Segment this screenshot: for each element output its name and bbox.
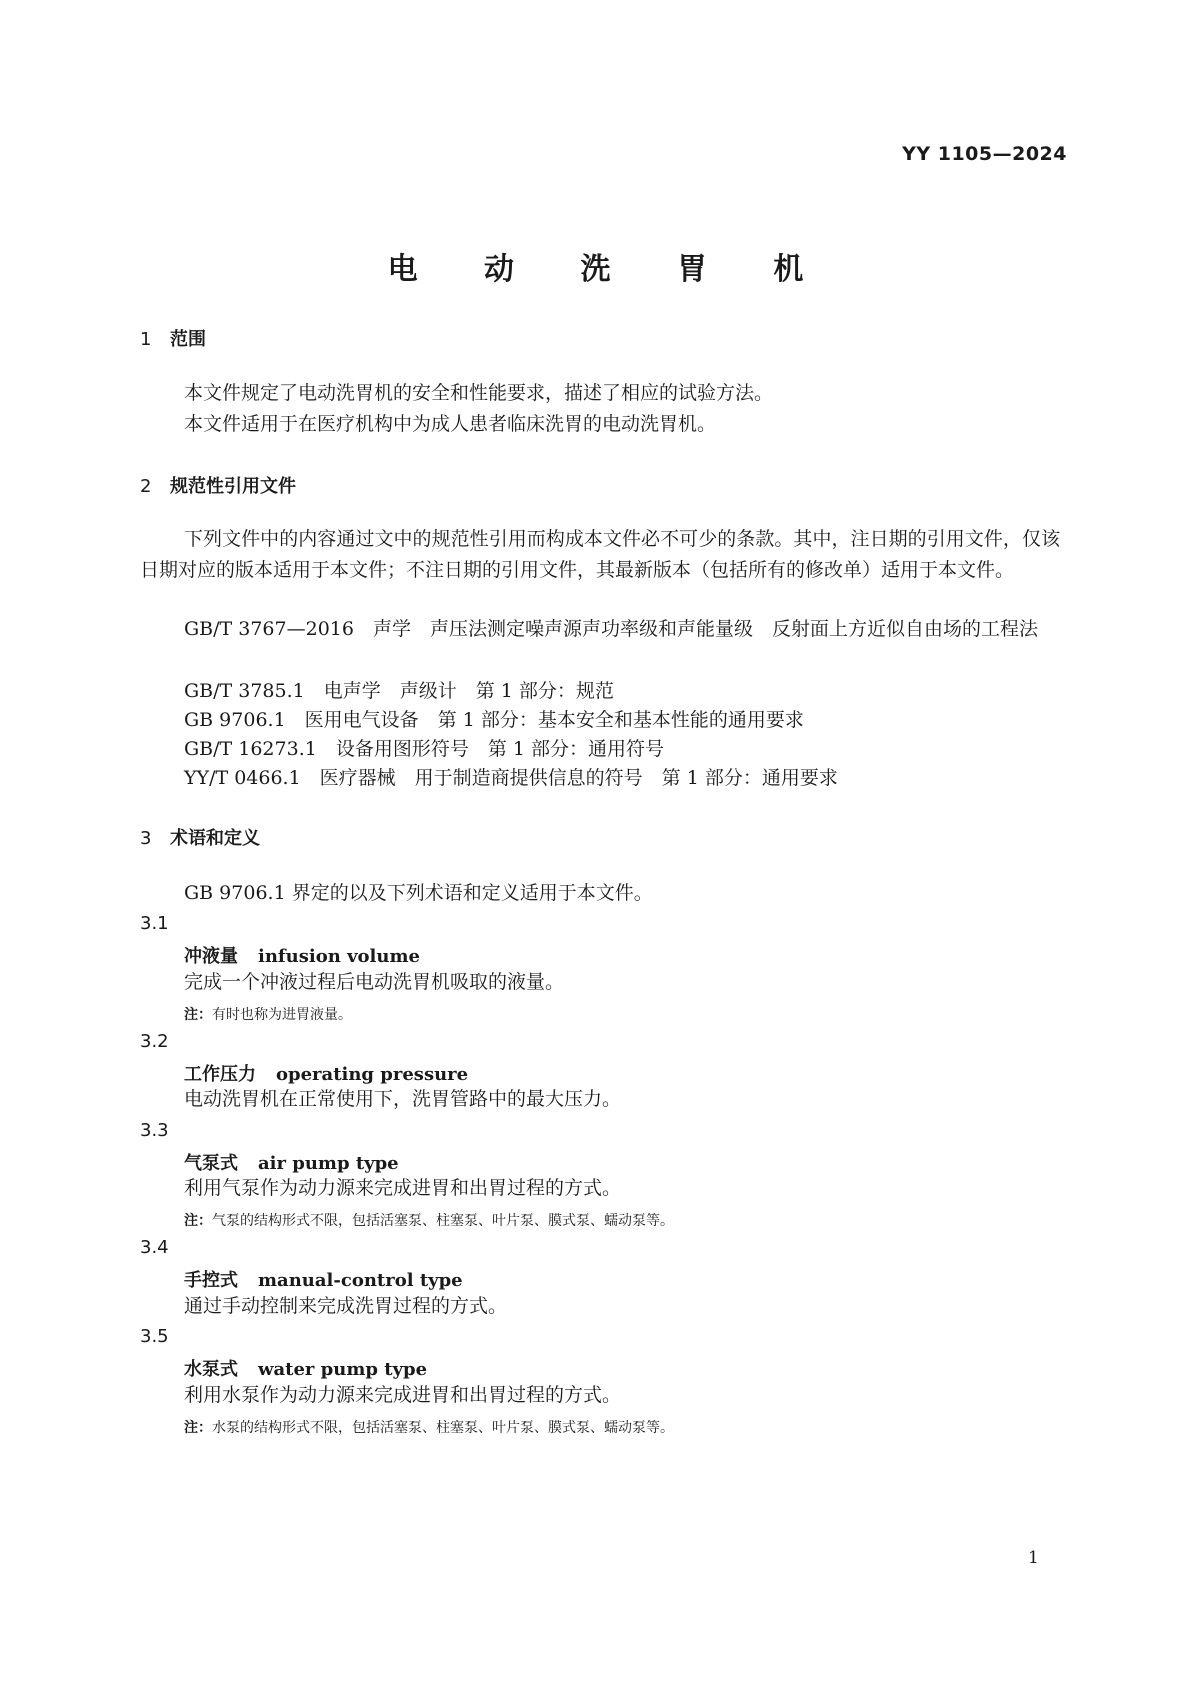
term-zh: 气泵式 — [184, 1153, 238, 1174]
note-label: 注： — [184, 1007, 212, 1023]
term-name — [184, 1355, 427, 1381]
note-label: 注： — [184, 1213, 212, 1229]
page-number: 1 — [1028, 1548, 1039, 1568]
terms-intro: GB 9706.1 界定的以及下列术语和定义适用于本文件。 — [184, 882, 653, 904]
note-text: 有时也称为进胃液量。 — [212, 1007, 352, 1023]
term-name — [184, 1266, 463, 1292]
term-zh: 手控式 — [184, 1270, 238, 1291]
term-zh: 冲液量 — [184, 946, 238, 967]
scope-paragraph-1: 本文件规定了电动洗胃机的安全和性能要求，描述了相应的试验方法。 — [184, 382, 774, 404]
term-definition: 电动洗胃机在正常使用下，洗胃管路中的最大压力。 — [184, 1088, 622, 1110]
section-title: 范围 — [170, 329, 206, 350]
term-name — [184, 942, 420, 968]
term-zh: 工作压力 — [184, 1064, 256, 1085]
reference-item: YY/T 0466.1 医疗器械 用于制造商提供信息的符号 第 1 部分：通用要求 — [184, 767, 838, 789]
term-name — [184, 1149, 399, 1175]
term-en: water pump type — [258, 1359, 428, 1380]
note-text: 水泵的结构形式不限，包括活塞泵、柱塞泵、叶片泵、膜式泵、蠕动泵等。 — [212, 1420, 674, 1436]
section-number: 3 — [140, 828, 152, 849]
scope-paragraph-2: 本文件适用于在医疗机构中为成人患者临床洗胃的电动洗胃机。 — [184, 413, 717, 435]
term-note — [184, 1210, 674, 1230]
section-2-heading — [140, 472, 296, 498]
note-text: 气泵的结构形式不限，包括活塞泵、柱塞泵、叶片泵、膜式泵、蠕动泵等。 — [212, 1213, 674, 1229]
section-3-heading — [140, 824, 260, 850]
term-definition: 完成一个冲液过程后电动洗胃机吸取的液量。 — [184, 971, 565, 993]
term-number: 3.2 — [140, 1031, 169, 1052]
term-definition: 利用气泵作为动力源来完成进胃和出胃过程的方式。 — [184, 1177, 622, 1199]
reference-item: GB/T 3767—2016 声学 声压法测定噪声源声功率级和声能量级 反射面上方近似自由场的工程法 — [184, 618, 1038, 640]
term-number: 3.3 — [140, 1120, 169, 1141]
document-title: 电 动 洗 胃 机 — [387, 252, 832, 287]
term-zh: 水泵式 — [184, 1359, 238, 1380]
term-definition: 通过手动控制来完成洗胃过程的方式。 — [184, 1295, 508, 1317]
section-number: 2 — [140, 476, 152, 497]
reference-item: GB 9706.1 医用电气设备 第 1 部分：基本安全和基本性能的通用要求 — [184, 709, 804, 731]
reference-item: GB/T 16273.1 设备用图形符号 第 1 部分：通用符号 — [184, 738, 664, 760]
term-en: air pump type — [258, 1153, 399, 1174]
term-en: infusion volume — [258, 946, 420, 967]
term-definition: 利用水泵作为动力源来完成进胃和出胃过程的方式。 — [184, 1384, 622, 1406]
reference-item: GB/T 3785.1 电声学 声级计 第 1 部分：规范 — [184, 680, 614, 702]
section-title: 规范性引用文件 — [170, 476, 296, 497]
standard-number: YY 1105—2024 — [902, 143, 1067, 165]
section-number: 1 — [140, 329, 152, 350]
term-note — [184, 1004, 352, 1024]
term-en: manual-control type — [258, 1270, 463, 1291]
term-number: 3.4 — [140, 1237, 169, 1258]
references-intro: 下列文件中的内容通过文中的规范性引用而构成本文件必不可少的条款。其中，注日期的引用文件，仅该日期对应的版本适用于本文件；不注日期的引用文件，其最新版本（包括所有的修改单）适用于本文件。 — [140, 528, 1060, 581]
note-label: 注： — [184, 1420, 212, 1436]
term-name — [184, 1060, 468, 1086]
term-number: 3.1 — [140, 913, 169, 934]
term-en: operating pressure — [276, 1064, 469, 1085]
term-number: 3.5 — [140, 1326, 169, 1347]
section-1-heading — [140, 325, 206, 351]
term-note — [184, 1417, 674, 1437]
section-title: 术语和定义 — [170, 828, 260, 849]
